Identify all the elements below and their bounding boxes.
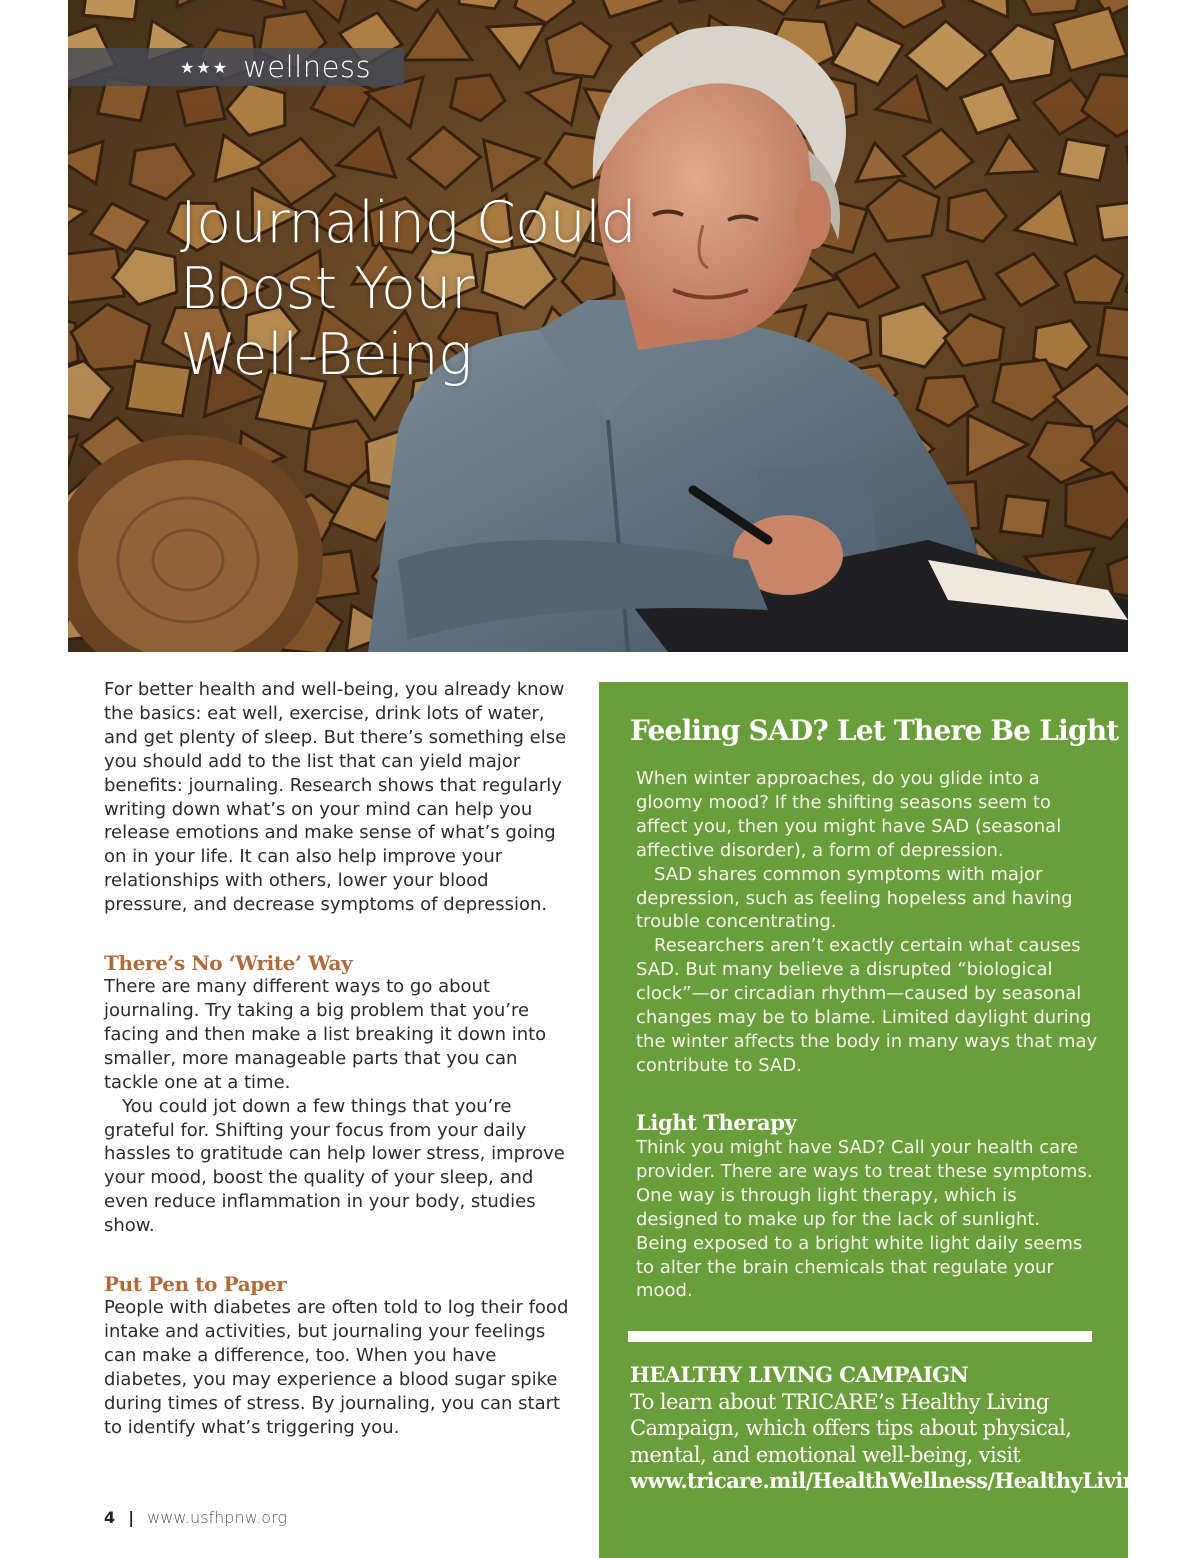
footer-url[interactable]: www.usfhpnw.org bbox=[147, 1508, 287, 1527]
section-label: wellness bbox=[243, 50, 372, 84]
intro-paragraph: For better health and well-being, you already know the basics: eat well, exercise, drink lots of water, and get plenty of sleep. But there’s something else you should add to the list that can yield major benefits: journaling. Research shows that regularly writing down what’s on your mind can help you release emotions and make sense of what’s going on in your life. It can also help improve your relationships with others, lower your blood pressure, and decrease symptoms of depression. bbox=[104, 679, 567, 916]
article-body bbox=[104, 678, 576, 1439]
sidebar-box bbox=[599, 682, 1159, 1558]
paragraph: Think you might have SAD? Call your health care provider. There are ways to treat these symptoms. One way is through light therapy, which is designed to make up for the lack of sunlight. Being exposed to a bright white light daily seems to alter the brain chemicals that regulate your mood. bbox=[636, 1137, 1093, 1302]
sidebar-body bbox=[636, 767, 1106, 1078]
paragraph: Researchers aren’t exactly certain what causes SAD. But many believe a disrupted “biological clock”—or circadian rhythm—caused by seasonal changes may be to blame. Limited daylight during the winter affects the body in many ways that may contribute to SAD. bbox=[636, 935, 1098, 1076]
title-line: Boost Your bbox=[180, 256, 474, 322]
campaign-link[interactable]: www.tricare.mil/HealthWellness/HealthyLiving. bbox=[630, 1468, 1159, 1493]
paragraph: People with diabetes are often told to log their food intake and activities, but journaling your feelings can make a difference, too. When you have diabetes, you may experience a blood sugar spike during times of stress. By journaling, you can start to identify what’s triggering you. bbox=[104, 1297, 569, 1438]
sidebar-body bbox=[636, 1136, 1096, 1303]
divider bbox=[628, 1331, 1092, 1342]
callout-text: To learn about TRICARE’s Healthy Living Campaign, which offers tips about physical, mental, and emotional well-being, visit bbox=[630, 1389, 1072, 1467]
sidebar-title: Feeling SAD? Let There Be Light bbox=[630, 714, 1119, 747]
title-line: Well-Being bbox=[180, 322, 472, 388]
article-title bbox=[180, 190, 636, 388]
paragraph: There are many different ways to go about journaling. Try taking a big problem that you’re facing and then make a list breaking it down into smaller, more manageable parts that you can tackle one at a time. bbox=[104, 976, 547, 1093]
footer-separator: | bbox=[128, 1508, 135, 1527]
hero-photo bbox=[68, 0, 1128, 652]
campaign-callout bbox=[630, 1362, 1159, 1495]
section-heading: There’s No ‘Write’ Way bbox=[104, 951, 353, 976]
callout-title: HEALTHY LIVING CAMPAIGN bbox=[630, 1362, 969, 1387]
page-footer bbox=[104, 1508, 287, 1527]
paragraph: When winter approaches, do you glide into a gloomy mood? If the shifting seasons seem to affect you, then you might have SAD (seasonal affective disorder), a form of depression. bbox=[636, 768, 1062, 861]
page-number: 4 bbox=[104, 1508, 116, 1527]
sidebar-subheading: Light Therapy bbox=[636, 1110, 797, 1135]
title-line: Journaling Could bbox=[180, 190, 637, 256]
paragraph: You could jot down a few things that you’re grateful for. Shifting your focus from your daily hassles to gratitude can help lower stress, improve your mood, boost the quality of your sleep, and even reduce inflammation in your body, studies show. bbox=[104, 1095, 565, 1237]
section-tab bbox=[68, 48, 404, 86]
star-icons: ★★★ bbox=[180, 57, 230, 77]
section-heading: Put Pen to Paper bbox=[104, 1272, 287, 1297]
paragraph: SAD shares common symptoms with major depression, such as feeling hopeless and having trouble concentrating. bbox=[636, 863, 1073, 933]
